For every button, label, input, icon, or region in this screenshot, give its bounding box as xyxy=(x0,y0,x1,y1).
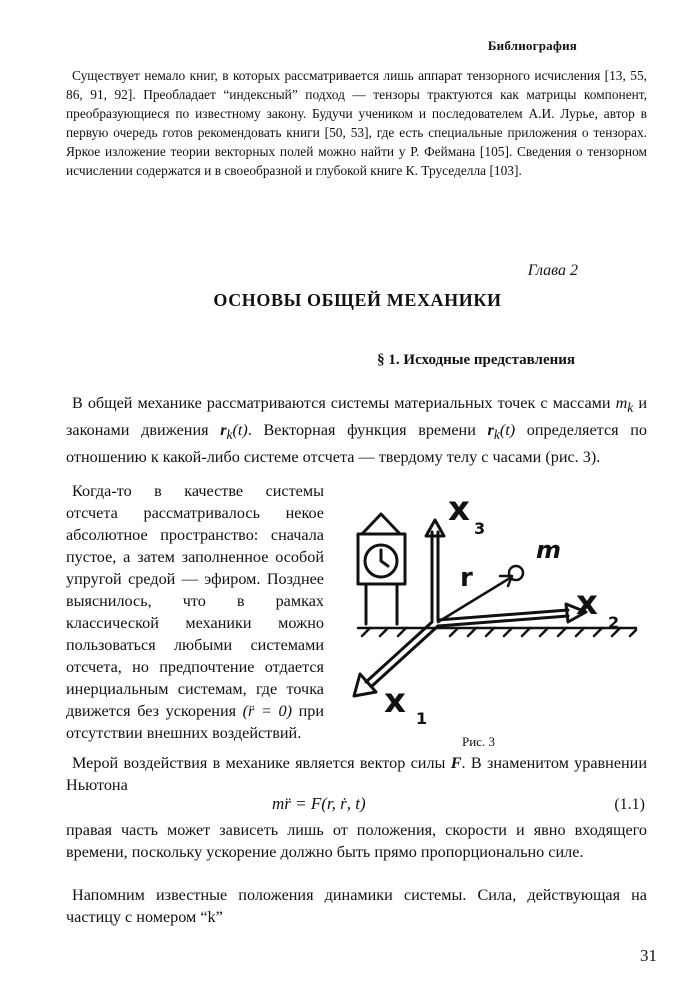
clock-tower-icon xyxy=(358,514,405,624)
paragraph-2: Когда-то в качестве системы отсчета рассматривалось некое абсолютное пространство: сначала пустое, а затем заполненное особой упругой средой — эфиром. Позднее выяснилось, что в рамках классической механики можно пользоваться любыми системами отсчета, но предпочтение отдается инерциальным системам, где точка движется без ускорения (r̈ = 0) при отсутствии внешних воздействий. xyxy=(66,482,324,742)
figure-caption: Рис. 3 xyxy=(462,734,495,749)
page-number: 31 xyxy=(640,946,657,965)
x2-label: x xyxy=(576,583,598,623)
mass-label: m xyxy=(536,536,562,564)
paragraph-1: В общей механике рассматриваются системы материальных точек с массами $m_k$ и законами движения $r_k(t)$. Векторная функция времени $r_k(t)$ определяется по отношению к какой-либо системе отсчета — твердому телу с часами (рис. 3). xyxy=(66,394,647,467)
chapter-title: ОСНОВЫ ОБЩЕЙ МЕХАНИКИ xyxy=(213,290,502,310)
ground-line xyxy=(358,628,636,636)
section-title: § 1. Исходные представления xyxy=(377,352,575,368)
bibliography-paragraph: Существует немало книг, в которых рассматривается лишь аппарат тензорного исчисления [13, 55, 86, 91, 92]. Преобладает “индексный” подход — тензоры трактуются как матрицы компонент, преобразующиеся по известному закону. Будучи учеником и последователем А.И. Лурье, автор в первую очередь готов рекомендовать книги [50, 53], где есть специальные приложения о тензорах. Яркое изложение теории векторных полей можно найти у Р. Феймана [105]. Сведения о тензорном исчислении содержатся и в своеобразной и глубокой книге К. Труседелла [103]. xyxy=(66,68,647,178)
paragraph-5: Напомним известные положения динамики системы. Сила, действующая на частицу с номером “k” xyxy=(66,886,647,926)
paragraph-4: правая часть может зависеть лишь от положения, скорости и явно входящего времени, поскольку ускорение должно быть прямо пропорционально силе. xyxy=(66,821,647,861)
figure-3 xyxy=(340,490,640,734)
x3-label: x xyxy=(448,490,470,529)
equation-number: (1.1) xyxy=(614,796,645,813)
equation-formula: mr̈ = F(r, ṙ, t) xyxy=(272,794,366,813)
chapter-label: Глава 2 xyxy=(527,262,578,279)
r-label: r xyxy=(460,563,473,593)
x3-axis-arrow xyxy=(426,520,444,620)
x1-subscript: 1 xyxy=(416,709,428,728)
x1-label: x xyxy=(384,681,406,721)
paragraph-3: Мерой воздействия в механике является вектор силы F. В знаменитом уравнении Ньютона xyxy=(66,754,647,794)
running-header: Библиография xyxy=(487,38,577,53)
x3-subscript: 3 xyxy=(474,519,486,538)
x2-subscript: 2 xyxy=(608,613,620,632)
